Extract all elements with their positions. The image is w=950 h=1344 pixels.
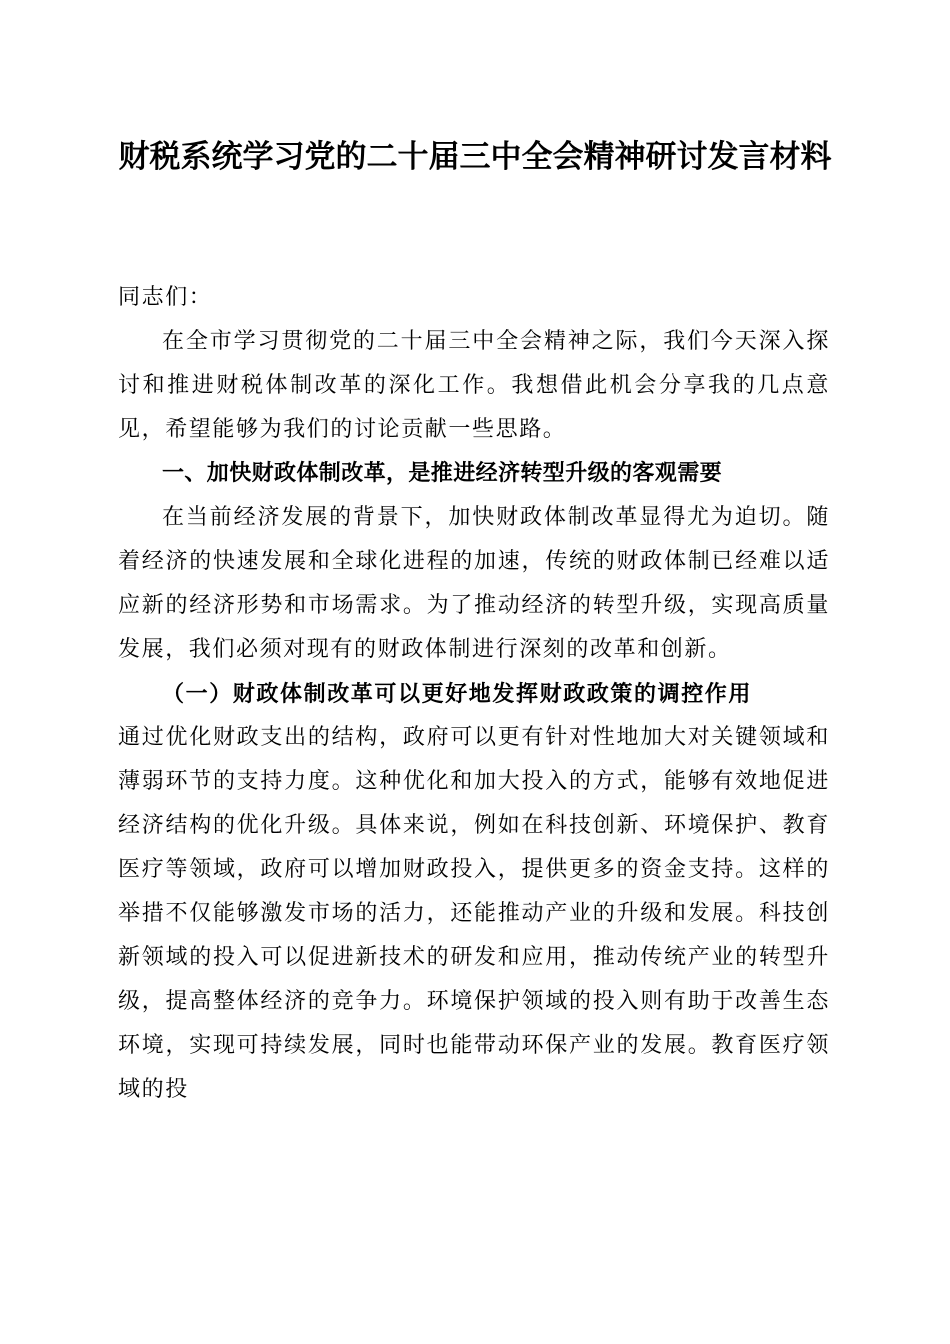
subsection-paragraph-1: 通过优化财政支出的结构，政府可以更有针对性地加大对关键领域和薄弱环节的支持力度。这种优化和加大投入的方式，能够有效地促进经济结构的优化升级。具体来说，例如在科技创新、环境保护、教育医疗等领域，政府可以增加财政投入，提供更多的资金支持。这样的举措不仅能够激发市场的活力，还能推动产业的升级和发展。科技创新领域的投入可以促进新技术的研发和应用，推动传统产业的转型升级，提高整体经济的竞争力。环境保护领域的投入则有助于改善生态环境，实现可持续发展，同时也能带动环保产业的发展。教育医疗领域的投 (118, 725, 830, 1102)
subsection-heading-text: （一）财政体制改革可以更好地发挥财政政策的调控作用 (162, 681, 753, 707)
document-title: 财税系统学习党的二十届三中全会精神研讨发言材料 (118, 139, 832, 175)
salutation: 同志们： (118, 285, 213, 310)
intro-paragraph: 在全市学习贯彻党的二十届三中全会精神之际，我们今天深入探讨和推进财税体制改革的深化工作。我想借此机会分享我的几点意见，希望能够为我们的讨论贡献一些思路。 (118, 329, 830, 442)
subsection-heading-1 (118, 672, 830, 716)
section-heading-1: 一、加快财政体制改革，是推进经济转型升级的客观需要 (162, 461, 723, 486)
section-paragraph-1: 在当前经济发展的背景下，加快财政体制改革显得尤为迫切。随着经济的快速发展和全球化进程的加速，传统的财政体制已经难以适应新的经济形势和市场需求。为了推动经济的转型升级，实现高质量发展，我们必须对现有的财政体制进行深刻的改革和创新。 (118, 505, 830, 662)
document-body (118, 276, 830, 1112)
